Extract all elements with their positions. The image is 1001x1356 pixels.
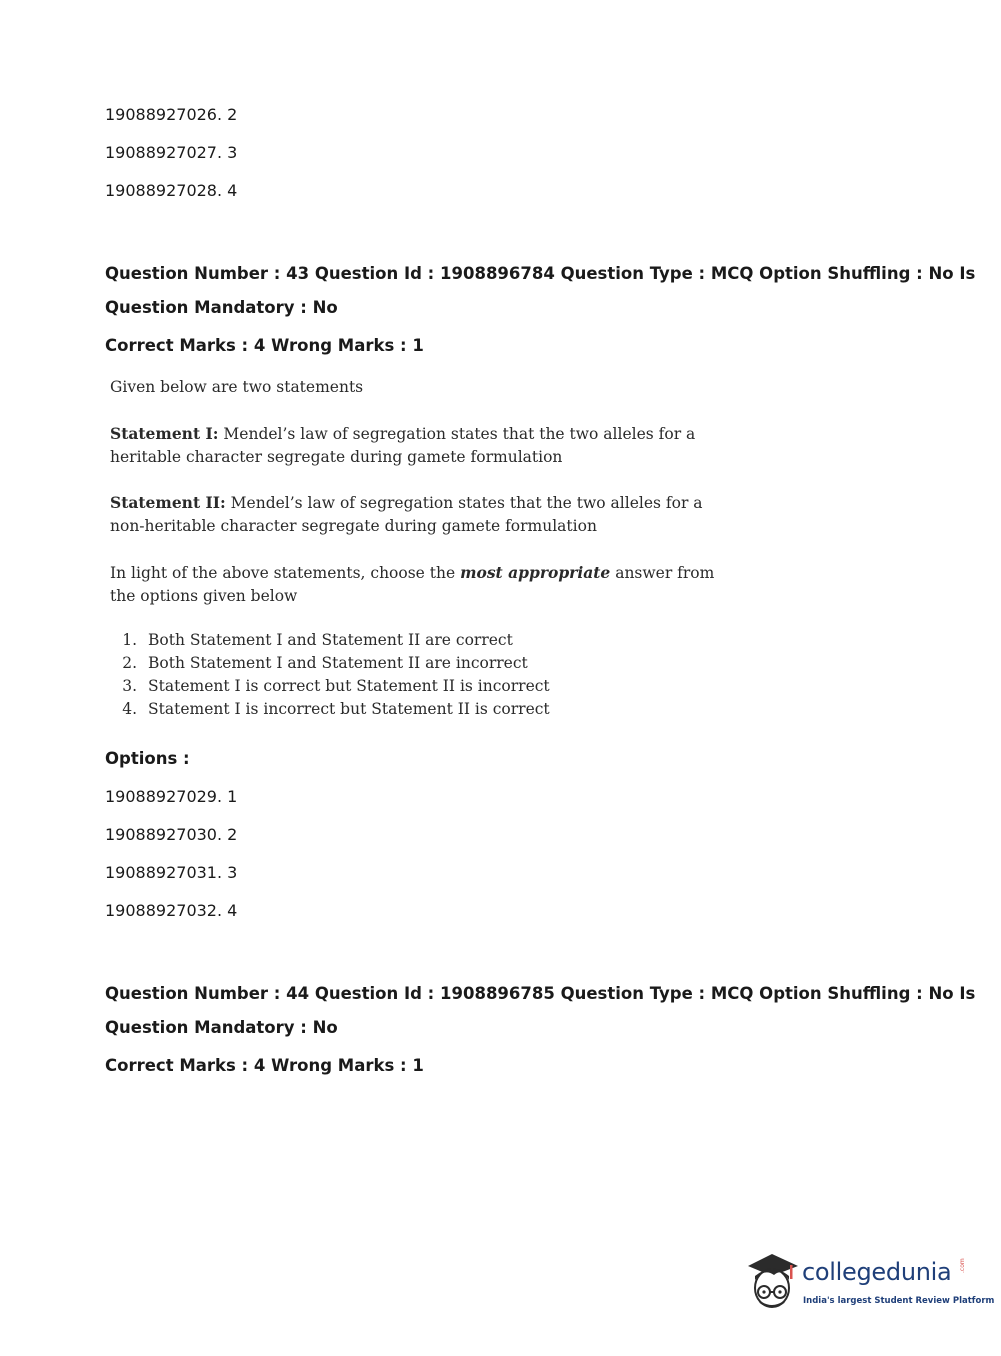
list-item <box>110 629 530 652</box>
brand-tagline: India's largest Student Review Platform <box>803 1296 995 1306</box>
statement-2-label: Statement II: <box>110 493 226 512</box>
marks-line: Correct Marks : 4 Wrong Marks : 1 <box>105 1056 424 1075</box>
question-mandatory: Question Mandatory : No <box>105 1018 338 1037</box>
choice-list <box>110 629 550 721</box>
option-line: 19088927032. 4 <box>105 901 238 920</box>
option-line: 19088927027. 3 <box>105 143 238 162</box>
option-line: 19088927031. 3 <box>105 863 238 882</box>
instruction-pre: In light of the above statements, choose the <box>110 564 461 582</box>
choice-text: Statement I is incorrect but Statement II is correct <box>148 700 550 718</box>
choice-number: 1. <box>122 631 137 649</box>
option-line: 19088927029. 1 <box>105 787 238 806</box>
choice-text: Both Statement I and Statement II are incorrect <box>148 654 528 672</box>
question-intro <box>110 376 730 399</box>
collegedunia-logo <box>742 1248 995 1318</box>
statement-1 <box>110 422 730 469</box>
options-label: Options : <box>105 749 190 768</box>
instruction-emphasis: most appropriate <box>460 563 611 582</box>
question-header: Question Number : 43 Question Id : 1908896784 Question Type : MCQ Option Shuffling : No Is <box>105 264 976 283</box>
brand-name: collegedunia <box>802 1258 952 1286</box>
intro-text: Given below are two statements <box>110 378 364 396</box>
list-item <box>110 675 550 698</box>
list-item <box>110 652 530 675</box>
statement-1-text: Mendel’s law of segregation states that the two alleles for a heritable character segregate during gamete formulation <box>110 425 696 466</box>
marks-line: Correct Marks : 4 Wrong Marks : 1 <box>105 336 424 355</box>
choice-number: 4. <box>122 700 137 718</box>
question-header: Question Number : 44 Question Id : 1908896785 Question Type : MCQ Option Shuffling : No Is <box>105 984 976 1003</box>
option-line: 19088927026. 2 <box>105 105 238 124</box>
option-line: 19088927030. 2 <box>105 825 238 844</box>
brand-dotcom: .com <box>959 1258 966 1273</box>
question-mandatory: Question Mandatory : No <box>105 298 338 317</box>
choice-text: Statement I is correct but Statement II is incorrect <box>148 677 550 695</box>
choice-number: 2. <box>122 654 137 672</box>
list-item <box>110 698 550 721</box>
statement-2-text: Mendel’s law of segregation states that the two alleles for a non-heritable character segregate during gamete formulation <box>110 494 703 535</box>
choice-number: 3. <box>122 677 137 695</box>
option-line: 19088927028. 4 <box>105 181 238 200</box>
instruction <box>110 561 730 608</box>
mascot-icon <box>742 1248 802 1318</box>
choice-text: Both Statement I and Statement II are correct <box>148 631 513 649</box>
instruction-post: answer from the options given below <box>110 564 715 605</box>
statement-2 <box>110 491 730 538</box>
statement-1-label: Statement I: <box>110 424 219 443</box>
